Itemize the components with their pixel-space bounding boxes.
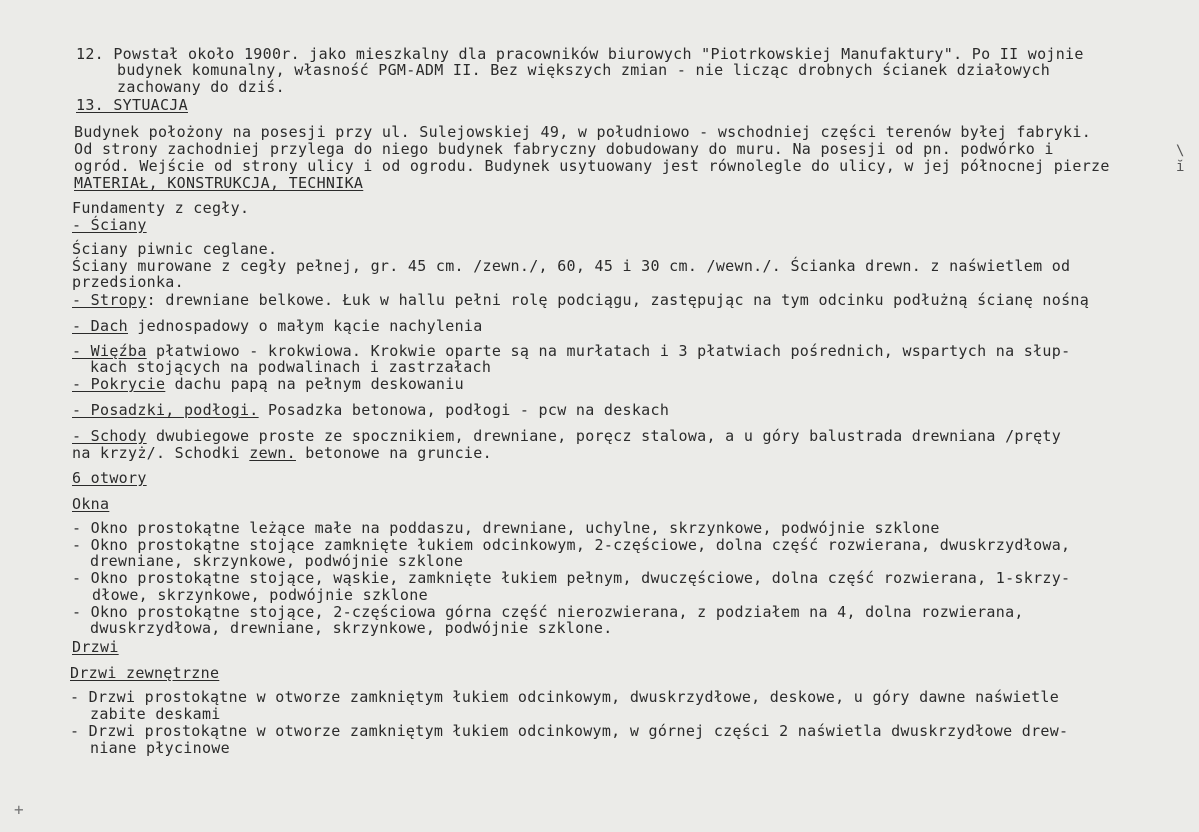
- pokrycie-line: [72, 376, 464, 393]
- okno-4-line-1: - Okno prostokątne stojące, 2-częściowa górna część nierozwierana, z podziałem na 4, dolna rozwierana,: [72, 603, 1024, 621]
- section-13-line-3: ogród. Wejście od strony ulicy i od ogrodu. Budynek usytuowany jest równolegle do ulicy, w jej północnej pierze: [74, 157, 1110, 175]
- pokrycie-label: - Pokrycie: [72, 375, 166, 393]
- schody-text-2c: betonowe na gruncie.: [295, 444, 492, 462]
- drzwi-2-line-2: niane płycinowe: [90, 739, 230, 757]
- section-12-line-3: zachowany do dziś.: [117, 78, 285, 96]
- stropy-line: [72, 292, 1089, 309]
- section-13-line-2: Od strony zachodniej przylega do niego budynek fabryczny dobudowany do muru. Na posesji od pn. podwórko i: [74, 140, 1054, 158]
- posadzki-line: [72, 402, 669, 419]
- material-heading: MATERIAŁ, KONSTRUKCJA, TECHNIKA: [74, 174, 364, 192]
- okna-heading: Okna: [72, 495, 110, 513]
- section-12-line-1: 12. Powstał około 1900r. jako mieszkalny dla pracowników biurowych "Piotrkowskiej Manufaktury". Po II wojnie: [76, 45, 1084, 63]
- wiezba-line-2: kach stojących na podwalinach i zastrzałach: [90, 358, 492, 376]
- posadzki-text: Posadzka betonowa, podłogi - pcw na deskach: [258, 401, 670, 419]
- sciany-line-1: Ściany piwnic ceglane.: [72, 240, 278, 258]
- wiezba-label: - Więźba: [72, 342, 147, 360]
- pokrycie-text: dachu papą na pełnym deskowaniu: [165, 375, 464, 393]
- stropy-text: : drewniane belkowe. Łuk w hallu pełni rolę podciągu, zastępując na tym odcinku podłużną ścianę nośną: [146, 291, 1090, 309]
- dach-text: jednospadowy o małym kącie nachylenia: [128, 317, 483, 335]
- section-12-line-2: budynek komunalny, własność PGM-ADM II. Bez większych zmian - nie licząc drobnych ścianek działowych: [117, 61, 1051, 79]
- okno-2-line-2: drewniane, skrzynkowe, podwójnie szklone: [90, 552, 464, 570]
- margin-mark: \ ĭ: [1176, 143, 1185, 175]
- okno-3-line-1: - Okno prostokątne stojące, wąskie, zamknięte łukiem pełnym, dwuczęściowe, dolna część rozwierana, 1-skrzy-: [72, 569, 1071, 587]
- okno-4-line-2: dwuskrzydłowa, drewniane, skrzynkowe, podwójnie szklone.: [90, 619, 613, 637]
- schody-label: - Schody: [72, 427, 147, 445]
- fundamenty-text: Fundamenty z cegły.: [72, 199, 250, 217]
- schody-line-1: [72, 428, 1061, 445]
- posadzki-label: - Posadzki, podłogi.: [72, 401, 259, 419]
- schody-text-1: dwubiegowe proste ze spocznikiem, drewniane, poręcz stalowa, a u góry balustrada drewniana /pręty: [146, 427, 1062, 445]
- drzwi-1-line-2: zabite deskami: [90, 705, 221, 723]
- stropy-label: - Stropy: [72, 291, 147, 309]
- crosshair-mark-icon: +: [14, 800, 24, 819]
- sciany-heading: - Ściany: [72, 216, 147, 234]
- schody-text-2b: zewn.: [249, 444, 296, 462]
- dach-label: - Dach: [72, 317, 128, 335]
- drzwi-heading: Drzwi: [72, 638, 119, 656]
- dach-line: [72, 318, 483, 335]
- drzwi-zewnetrzne-heading: Drzwi zewnętrzne: [70, 664, 220, 682]
- section-13-heading: 13. SYTUACJA: [76, 96, 188, 114]
- okno-3-line-2: dłowe, skrzynkowe, podwójnie szklone: [92, 586, 428, 604]
- drzwi-1-line-1: - Drzwi prostokątne w otworze zamkniętym łukiem odcinkowym, dwuskrzydłowe, deskowe, u góry dawne naświetle: [70, 688, 1060, 706]
- sciany-line-3: przedsionka.: [72, 273, 184, 291]
- otwory-heading: 6 otwory: [72, 469, 147, 487]
- okno-1: - Okno prostokątne leżące małe na poddaszu, drewniane, uchylne, skrzynkowe, podwójnie szklone: [72, 519, 940, 537]
- okno-2-line-1: - Okno prostokątne stojące zamknięte łukiem odcinkowym, 2-częściowe, dolna część rozwierana, dwuskrzydłowa,: [72, 536, 1071, 554]
- section-13-line-1: Budynek położony na posesji przy ul. Sulejowskiej 49, w południowo - wschodniej części terenów byłej fabryki.: [74, 123, 1092, 141]
- schody-line-2: [72, 445, 492, 462]
- wiezba-text-1: płatwiowo - krokwiowa. Krokwie oparte są na murłatach i 3 płatwiach pośrednich, wspartych na słup-: [146, 342, 1071, 360]
- drzwi-2-line-1: - Drzwi prostokątne w otworze zamkniętym łukiem odcinkowym, w górnej części 2 naświetla dwuskrzydłowe drew-: [70, 722, 1069, 740]
- schody-text-2a: na krzyż/. Schodki: [72, 444, 250, 462]
- sciany-line-2: Ściany murowane z cegły pełnej, gr. 45 cm. /zewn./, 60, 45 i 30 cm. /wewn./. Ścianka drewn. z naświetlem od: [72, 257, 1071, 275]
